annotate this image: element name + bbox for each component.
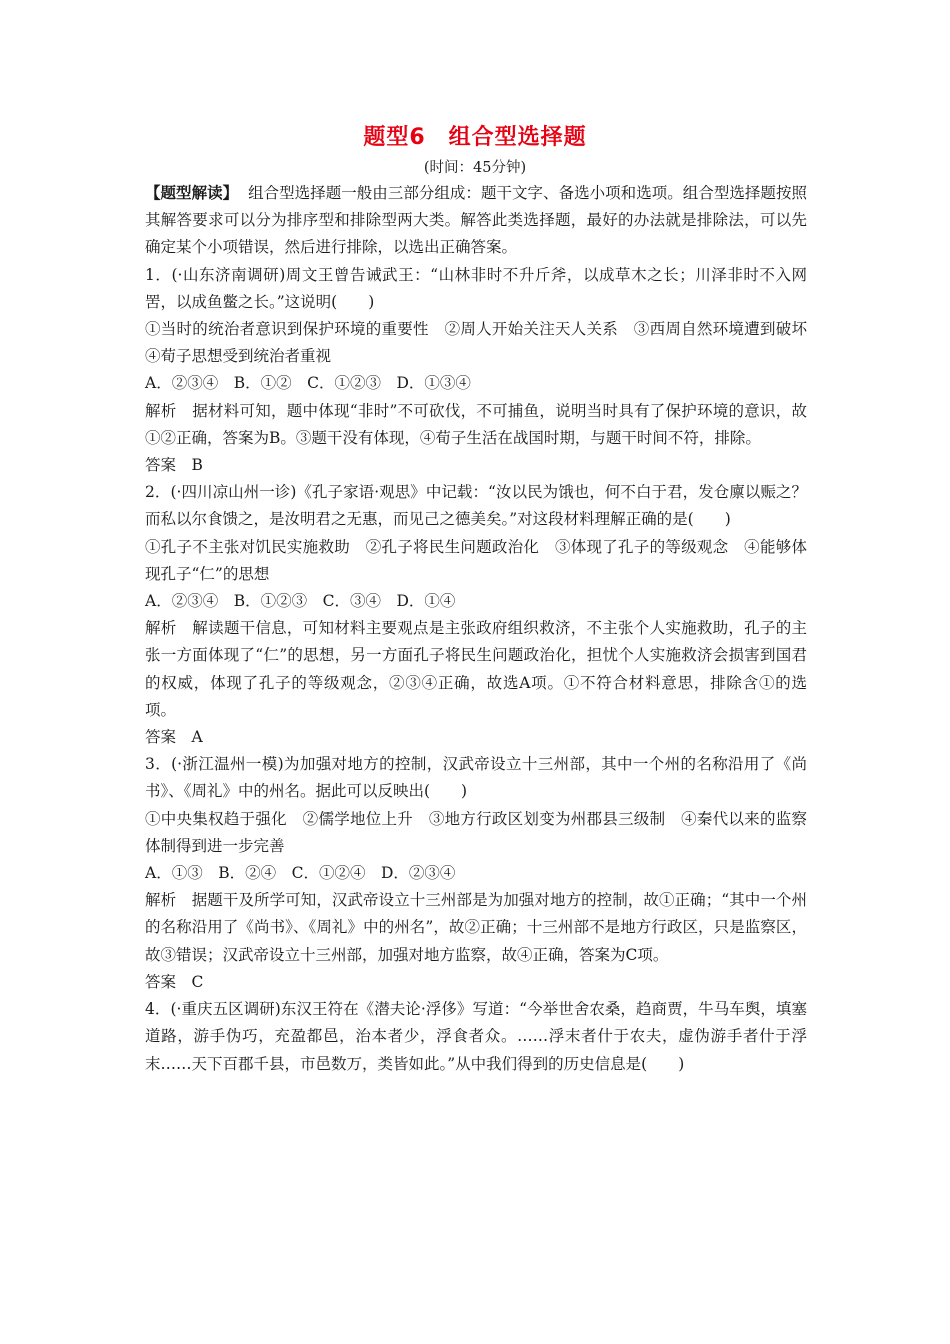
question-1-stem: 1．(·山东济南调研)周文王曾告诫武王：“山林非时不升斤斧，以成草木之长；川泽非时不入网罟，以成鱼鳖之长。”这说明( ): [145, 265, 807, 311]
time-limit: (时间：45分钟): [423, 160, 527, 176]
question-3-options: A．①③ B．②④ C．①②④ D．②③④: [145, 864, 456, 883]
intro-label: 【题型解读】: [145, 184, 239, 202]
question-4-stem: 4．(·重庆五区调研)东汉王符在《潜夫论·浮侈》写道：“今举世舍农桑，趋商贾，牛马车舆，填塞道路，游手伪巧，充盈都邑，治本者少，浮食者众。……浮末者什于农夫，虚伪游手者什于浮末……天下百郡千县，市邑数万，类皆如此。”从中我们得到的历史信息是( ): [145, 1000, 807, 1073]
document-body: [145, 180, 823, 1078]
question-2-items: ①孔子不主张对饥民实施救助 ②孔子将民生问题政治化 ③体现了孔子的等级观念 ④能够体现孔子“仁”的思想: [145, 537, 807, 583]
question-2-stem: 2．(·四川凉山州一诊)《孔子家语·观思》中记载：“汝以民为饿也，何不白于君，发仓廪以赈之？而私以尔食馈之，是汝明君之无惠，而见己之德美矣。”对这段材料理解正确的是( ): [145, 483, 807, 529]
question-1-answer: 答案 B: [145, 456, 203, 475]
page-title: 题型6 组合型选择题: [363, 125, 587, 150]
question-3-stem: 3．(·浙江温州一模)为加强对地方的控制，汉武帝设立十三州部，其中一个州的名称沿用了《尚书》、《周礼》中的州名。据此可以反映出( ): [145, 755, 807, 801]
question-1-items: ①当时的统治者意识到保护环境的重要性 ②周人开始关注天人关系 ③西周自然环境遭到破坏 ④荀子思想受到统治者重视: [145, 320, 823, 366]
question-2-analysis: 解析 解读题干信息，可知材料主要观点是主张政府组织救济，不主张个人实施救助，孔子的主张一方面体现了“仁”的思想，另一方面孔子将民生问题政治化，担忧个人实施救济会损害到国君的权威，体现了孔子的等级观念，②③④正确，故选A项。①不符合材料意思，排除含①的选项。: [145, 619, 807, 719]
question-2-answer: 答案 A: [145, 728, 203, 747]
intro-text: 组合型选择题一般由三部分组成：题干文字、备选小项和选项。组合型选择题按照其解答要求可以分为排序型和排除型两大类。解答此类选择题，最好的办法就是排除法，可以先确定某个小项错误，然后进行排除，以选出正确答案。: [145, 184, 807, 257]
question-3-analysis: 解析 据题干及所学可知，汉武帝设立十三州部是为加强对地方的控制，故①正确；“其中一个州的名称沿用了《尚书》、《周礼》中的州名”，故②正确；十三州部不是地方行政区，只是监察区，故③错误；汉武帝设立十三州部，加强对地方监察，故④正确，答案为C项。: [145, 891, 807, 964]
question-1-analysis: 解析 据材料可知，题中体现“非时”不可砍伐，不可捕鱼，说明当时具有了保护环境的意识，故①②正确，答案为B。③题干没有体现，④荀子生活在战国时期，与题干时间不符，排除。: [145, 401, 807, 447]
intro-paragraph: [145, 180, 807, 262]
question-3-items: ①中央集权趋于强化 ②儒学地位上升 ③地方行政区划变为州郡县三级制 ④秦代以来的监察体制得到进一步完善: [145, 809, 807, 855]
question-2-options: A．②③④ B．①②③ C．③④ D．①④: [145, 592, 456, 611]
question-3-answer: 答案 C: [145, 972, 204, 991]
question-1-options: A．②③④ B．①② C．①②③ D．①③④: [145, 374, 471, 393]
